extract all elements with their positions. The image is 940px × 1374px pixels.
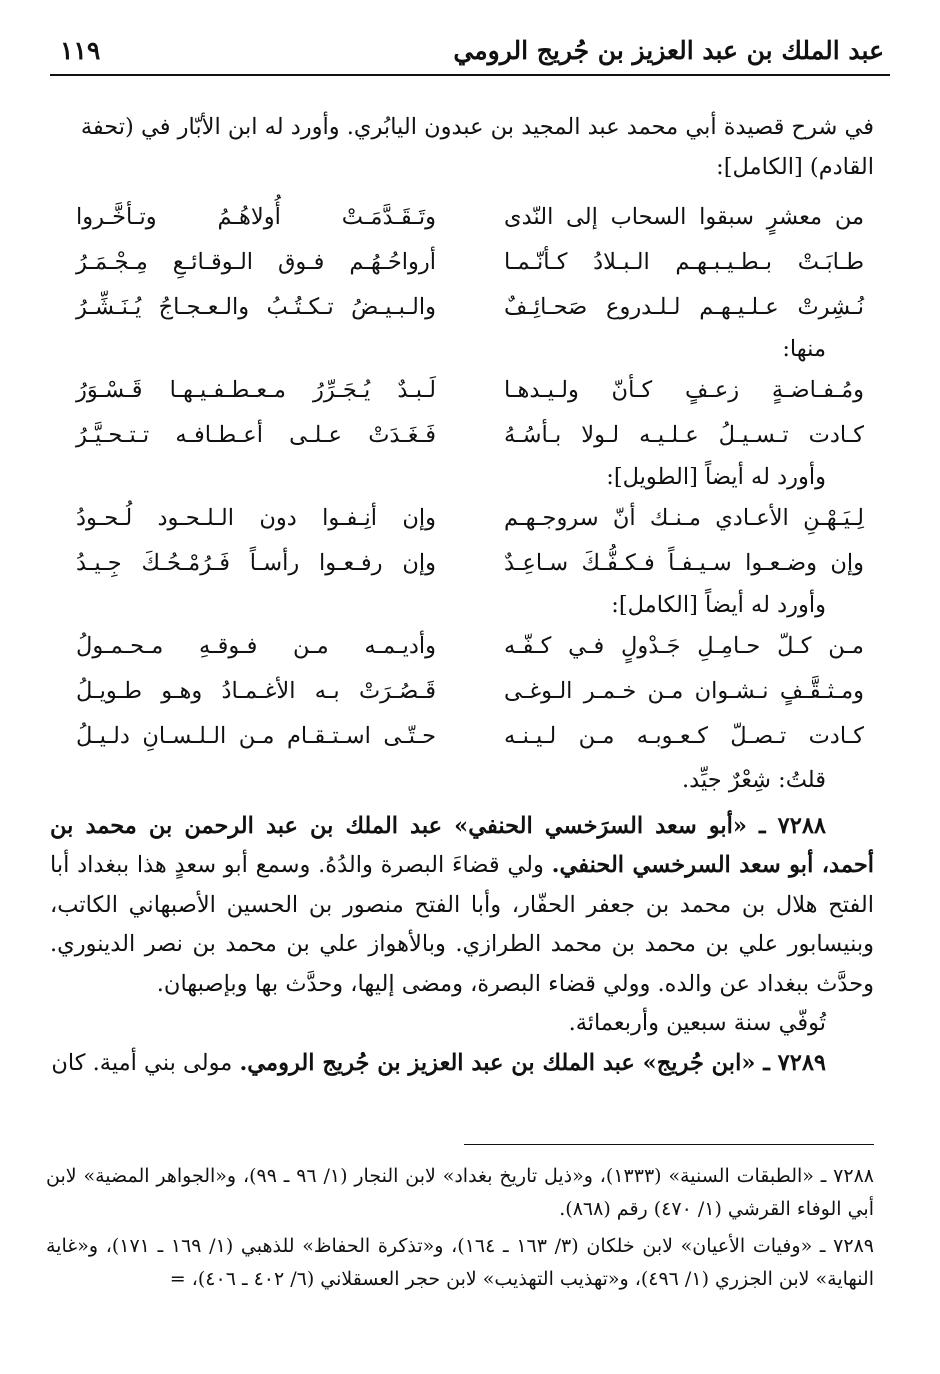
verse-line [50,624,874,669]
intro-line-2: القادم) [الكامل]: [716,153,874,180]
page-number: ١١٩ [60,36,101,65]
verse-first-hemistich: ومُـفـاضـةٍ زعـفٍ كـأنّ ولـيـدهـا [504,376,864,403]
footnote-rule [464,1144,874,1145]
verse-second-hemistich: قَـصُـرَتْ بـه الأغـمـادُ وهـو طـويـلُ [76,677,436,704]
death-note: تُوفّي سنة سبعين وأربعمائة. [568,1010,826,1036]
verse-second-hemistich: وإن رفـعـوا رأسـاً فَـرُمْـحُـكَ جِـيـدُ [76,549,436,576]
verse-line [50,669,874,714]
awrada-label-2: وأورد له أيضاً [الكامل]: [611,592,826,618]
verse-line [50,195,874,240]
footnote-7288: ٧٢٨٨ ـ «الطبقات السنية» (١٣٣٣)، و«ذيل تاريخ بغداد» لابن النجار (١/ ٩٦ ـ ٩٩)، و«الجواهر المضية» لابن أبي الوفاء القرشي (١/ ٤٧٠) رقم (٨٦٨). [46,1165,874,1220]
entry-7288-heading: ٧٢٨٨ ـ «أبو سعد السرَخسي الحنفي» عبد الملك بن عبد الرحمن بن محمد بن أحمد، أبو سعد السرخسي الحنفي. [50,812,874,878]
verse-first-hemistich: من معشرٍ سبقوا السحاب إلى النّدى [504,203,864,230]
verse-line [50,496,874,541]
poem-2 [50,368,874,458]
poem-3 [50,496,874,586]
verse-second-hemistich: أرواحُـهُـم فـوق الـوقـائـعِ مِـجْـمَـرُ [76,248,436,275]
verse-second-hemistich: حـتّـى اسـتـقـام مـن الـلـسـانِ دلـيـلُ [76,722,436,749]
verse-line [50,714,874,759]
verse-second-hemistich: وإن أنِـفـوا دون الـلـحـود لُـحـودُ [76,504,436,531]
verse-first-hemistich: ومـثـقَّـفٍ نـشـوان مـن خـمـر الـوغـى [504,677,864,704]
header-rule [50,74,890,76]
verse-second-hemistich: وأديـمـه مـن فـوقـهِ مـحـمـولُ [76,632,436,659]
entry-7288-body: ولي قضاءَ البصرة والدُهُ. وسمع أبو سعدٍ هذا ببغداد أبا الفتح هلال بن محمد بن جعفر الحفّار، وأبا الفتح منصور بن الحسين الأصبهاني الكاتب، وبنيسابور علي بن محمد بن محمد الطرازي. وبالأهواز علي بن محمد بن نصر الدينوري. وحدَّث ببغداد عن والده. وولي قضاء البصرة، ومضى إليها، وحدَّث بها وبإصبهان. [50,852,874,997]
running-title: عبد الملك بن عبد العزيز بن جُريج الرومي [453,36,884,65]
main-text [50,108,874,1083]
verse-line [50,285,874,330]
verse-second-hemistich: لَـبـدٌ يُـجَـرِّرُ مـعـطـفـيـهـا قَـسْـوَرُ [76,376,436,403]
verse-second-hemistich: وتَـقَـدَّمَـتْ أُولاهُـمُ وتـأخَّـروا [76,203,436,230]
entry-7289 [50,1044,874,1084]
intro-line-1: في شرح قصيدة أبي محمد عبد المجيد بن عبدون اليابُري. وأورد له ابن الأبّار في (تحفة [80,114,874,140]
verse-first-hemistich: نُـشِرتْ عـلـيـهـم لـلـدروع صَحـائِـفٌ [504,293,864,320]
entry-7288 [50,807,874,1005]
poem-1 [50,195,874,330]
verse-second-hemistich: والـبـيـضُ تـكـتُـبُ والـعـجـاجُ يُـنَـشِّـرُ [76,293,436,320]
poem-4 [50,624,874,759]
verse-second-hemistich: فَـغَـدَتْ عـلـى أعـطـافـه تـتـحـيَّـرُ [76,421,436,448]
verse-line [50,541,874,586]
minha-label: منها: [782,336,826,362]
verse-first-hemistich: كـادت تـصـلّ كـعـوبـه مـن لـيـنـه [504,722,864,749]
verse-line [50,240,874,285]
verse-first-hemistich: كـادت تـسـيـلُ عـلـيـه لـولا بـأسُـهُ [504,421,864,448]
verdict-line: قلتُ: شِعْرٌ جيِّد. [682,767,826,793]
verse-first-hemistich: طـابَـتْ بـطـيـبـهـم الـبـلادُ كـأنّـمـا [504,248,864,275]
verse-line [50,368,874,413]
footnotes [46,1160,874,1300]
entry-7289-heading: ٧٢٨٩ ـ «ابن جُريج» عبد الملك بن عبد العزيز بن جُريج الرومي. [239,1049,826,1076]
verse-first-hemistich: لِـيَـهْـنِ الأعـادي مـنـك أنّ سروجـهـم [504,504,864,531]
verse-first-hemistich: مـن كـلّ حـامِـلِ جَـدْولٍ فـي كـفّـه [504,632,864,659]
verse-line [50,413,874,458]
awrada-label-1: وأورد له أيضاً [الطويل]: [606,464,826,490]
footnote-7289: ٧٢٨٩ ـ «وفيات الأعيان» لابن خلكان (٣/ ١٦٣ ـ ١٦٤)، و«تذكرة الحفاظ» للذهبي (١/ ١٦٩ ـ ١٧١)، و«غاية النهاية» لابن الجزري (١/ ٤٩٦)، و«تهذيب التهذيب» لابن حجر العسقلاني (٦/ ٤٠٢ ـ ٤٠٦)، = [46,1235,874,1290]
page-header [50,30,890,74]
verse-first-hemistich: وإن وضـعـوا سـيـفـاً فـكـفُّـكَ سـاعِـدٌ [504,549,864,576]
entry-7289-body: مولى بني أمية. كان [51,1049,233,1076]
